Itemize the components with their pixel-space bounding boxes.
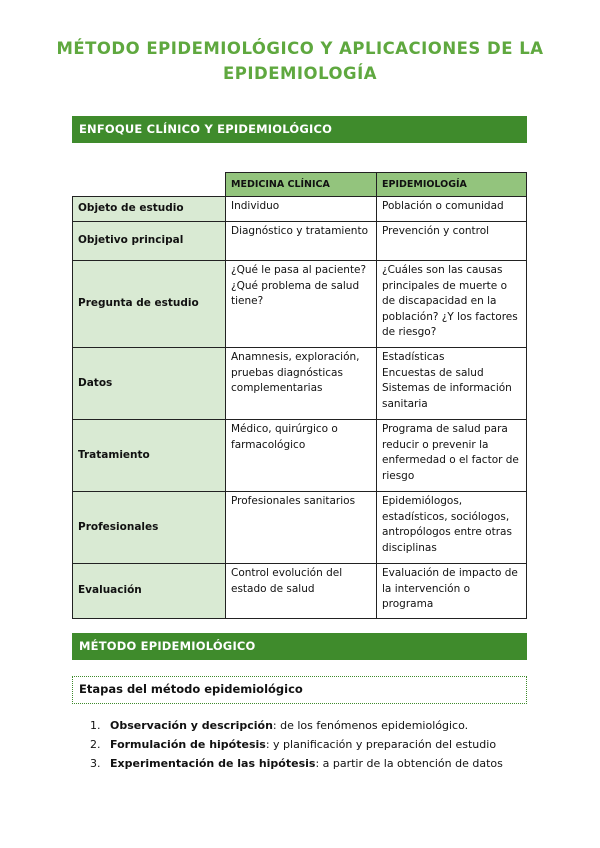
table-row xyxy=(73,261,527,348)
cell-epidemiologia: Epidemiólogos, estadísticos, sociólogos, antropólogos entre otras disciplinas xyxy=(377,492,527,564)
cell-epidemiologia: Programa de salud para reducir o prevenir la enfermedad o el factor de riesgo xyxy=(377,420,527,492)
table-corner xyxy=(73,173,226,197)
column-header-medicina-clinica: MEDICINA CLÍNICA xyxy=(226,173,377,197)
cell-clinica: ¿Qué le pasa al paciente? ¿Qué problema de salud tiene? xyxy=(226,261,377,348)
comparison-table xyxy=(72,172,527,619)
stages-heading-box: Etapas del método epidemiológico xyxy=(72,676,527,704)
step-text: : a partir de la obtención de datos xyxy=(315,757,503,770)
cell-epidemiologia: ¿Cuáles son las causas principales de muerte o de discapacidad en la población? ¿Y los factores de riesgo? xyxy=(377,261,527,348)
row-label-profesionales: Profesionales xyxy=(73,492,226,564)
cell-epidemiologia: Población o comunidad xyxy=(377,197,527,222)
cell-clinica: Anamnesis, exploración, pruebas diagnósticas complementarias xyxy=(226,348,377,420)
cell-epidemiologia: Evaluación de impacto de la intervención o programa xyxy=(377,564,527,619)
step-number: 1. xyxy=(90,719,101,732)
row-label-tratamiento: Tratamiento xyxy=(73,420,226,492)
table-row xyxy=(73,492,527,564)
cell-epidemiologia: Estadísticas Encuestas de salud Sistemas de información sanitaria xyxy=(377,348,527,420)
column-header-epidemiologia: EPIDEMIOLOGÍA xyxy=(377,173,527,197)
steps-list xyxy=(90,716,560,773)
cell-clinica: Individuo xyxy=(226,197,377,222)
table-row xyxy=(73,222,527,261)
table-row xyxy=(73,348,527,420)
row-label-pregunta: Pregunta de estudio xyxy=(73,261,226,348)
row-label-evaluacion: Evaluación xyxy=(73,564,226,619)
section-header-metodo: MÉTODO EPIDEMIOLÓGICO xyxy=(72,633,527,660)
step-title: Experimentación de las hipótesis xyxy=(110,757,316,770)
list-item xyxy=(90,735,560,754)
section-header-enfoque: ENFOQUE CLÍNICO Y EPIDEMIOLÓGICO xyxy=(72,116,527,143)
list-item xyxy=(90,716,560,735)
step-number: 2. xyxy=(90,738,101,751)
row-label-datos: Datos xyxy=(73,348,226,420)
table-header-row xyxy=(73,173,527,197)
cell-clinica: Médico, quirúrgico o farmacológico xyxy=(226,420,377,492)
row-label-objetivo: Objetivo principal xyxy=(73,222,226,261)
cell-clinica: Control evolución del estado de salud xyxy=(226,564,377,619)
step-number: 3. xyxy=(90,757,101,770)
cell-clinica: Profesionales sanitarios xyxy=(226,492,377,564)
table-row xyxy=(73,564,527,619)
list-item xyxy=(90,754,560,773)
step-text: : de los fenómenos epidemiológico. xyxy=(272,719,469,732)
step-text: : y planificación y preparación del estudio xyxy=(265,738,497,751)
page-title: MÉTODO EPIDEMIOLÓGICO Y APLICACIONES DE LA EPIDEMIOLOGÍA xyxy=(56,39,544,83)
cell-epidemiologia: Prevención y control xyxy=(377,222,527,261)
step-title: Formulación de hipótesis xyxy=(110,738,266,751)
table-row xyxy=(73,420,527,492)
row-label-objeto: Objeto de estudio xyxy=(73,197,226,222)
cell-clinica: Diagnóstico y tratamiento xyxy=(226,222,377,261)
step-title: Observación y descripción xyxy=(110,719,273,732)
table-row xyxy=(73,197,527,222)
